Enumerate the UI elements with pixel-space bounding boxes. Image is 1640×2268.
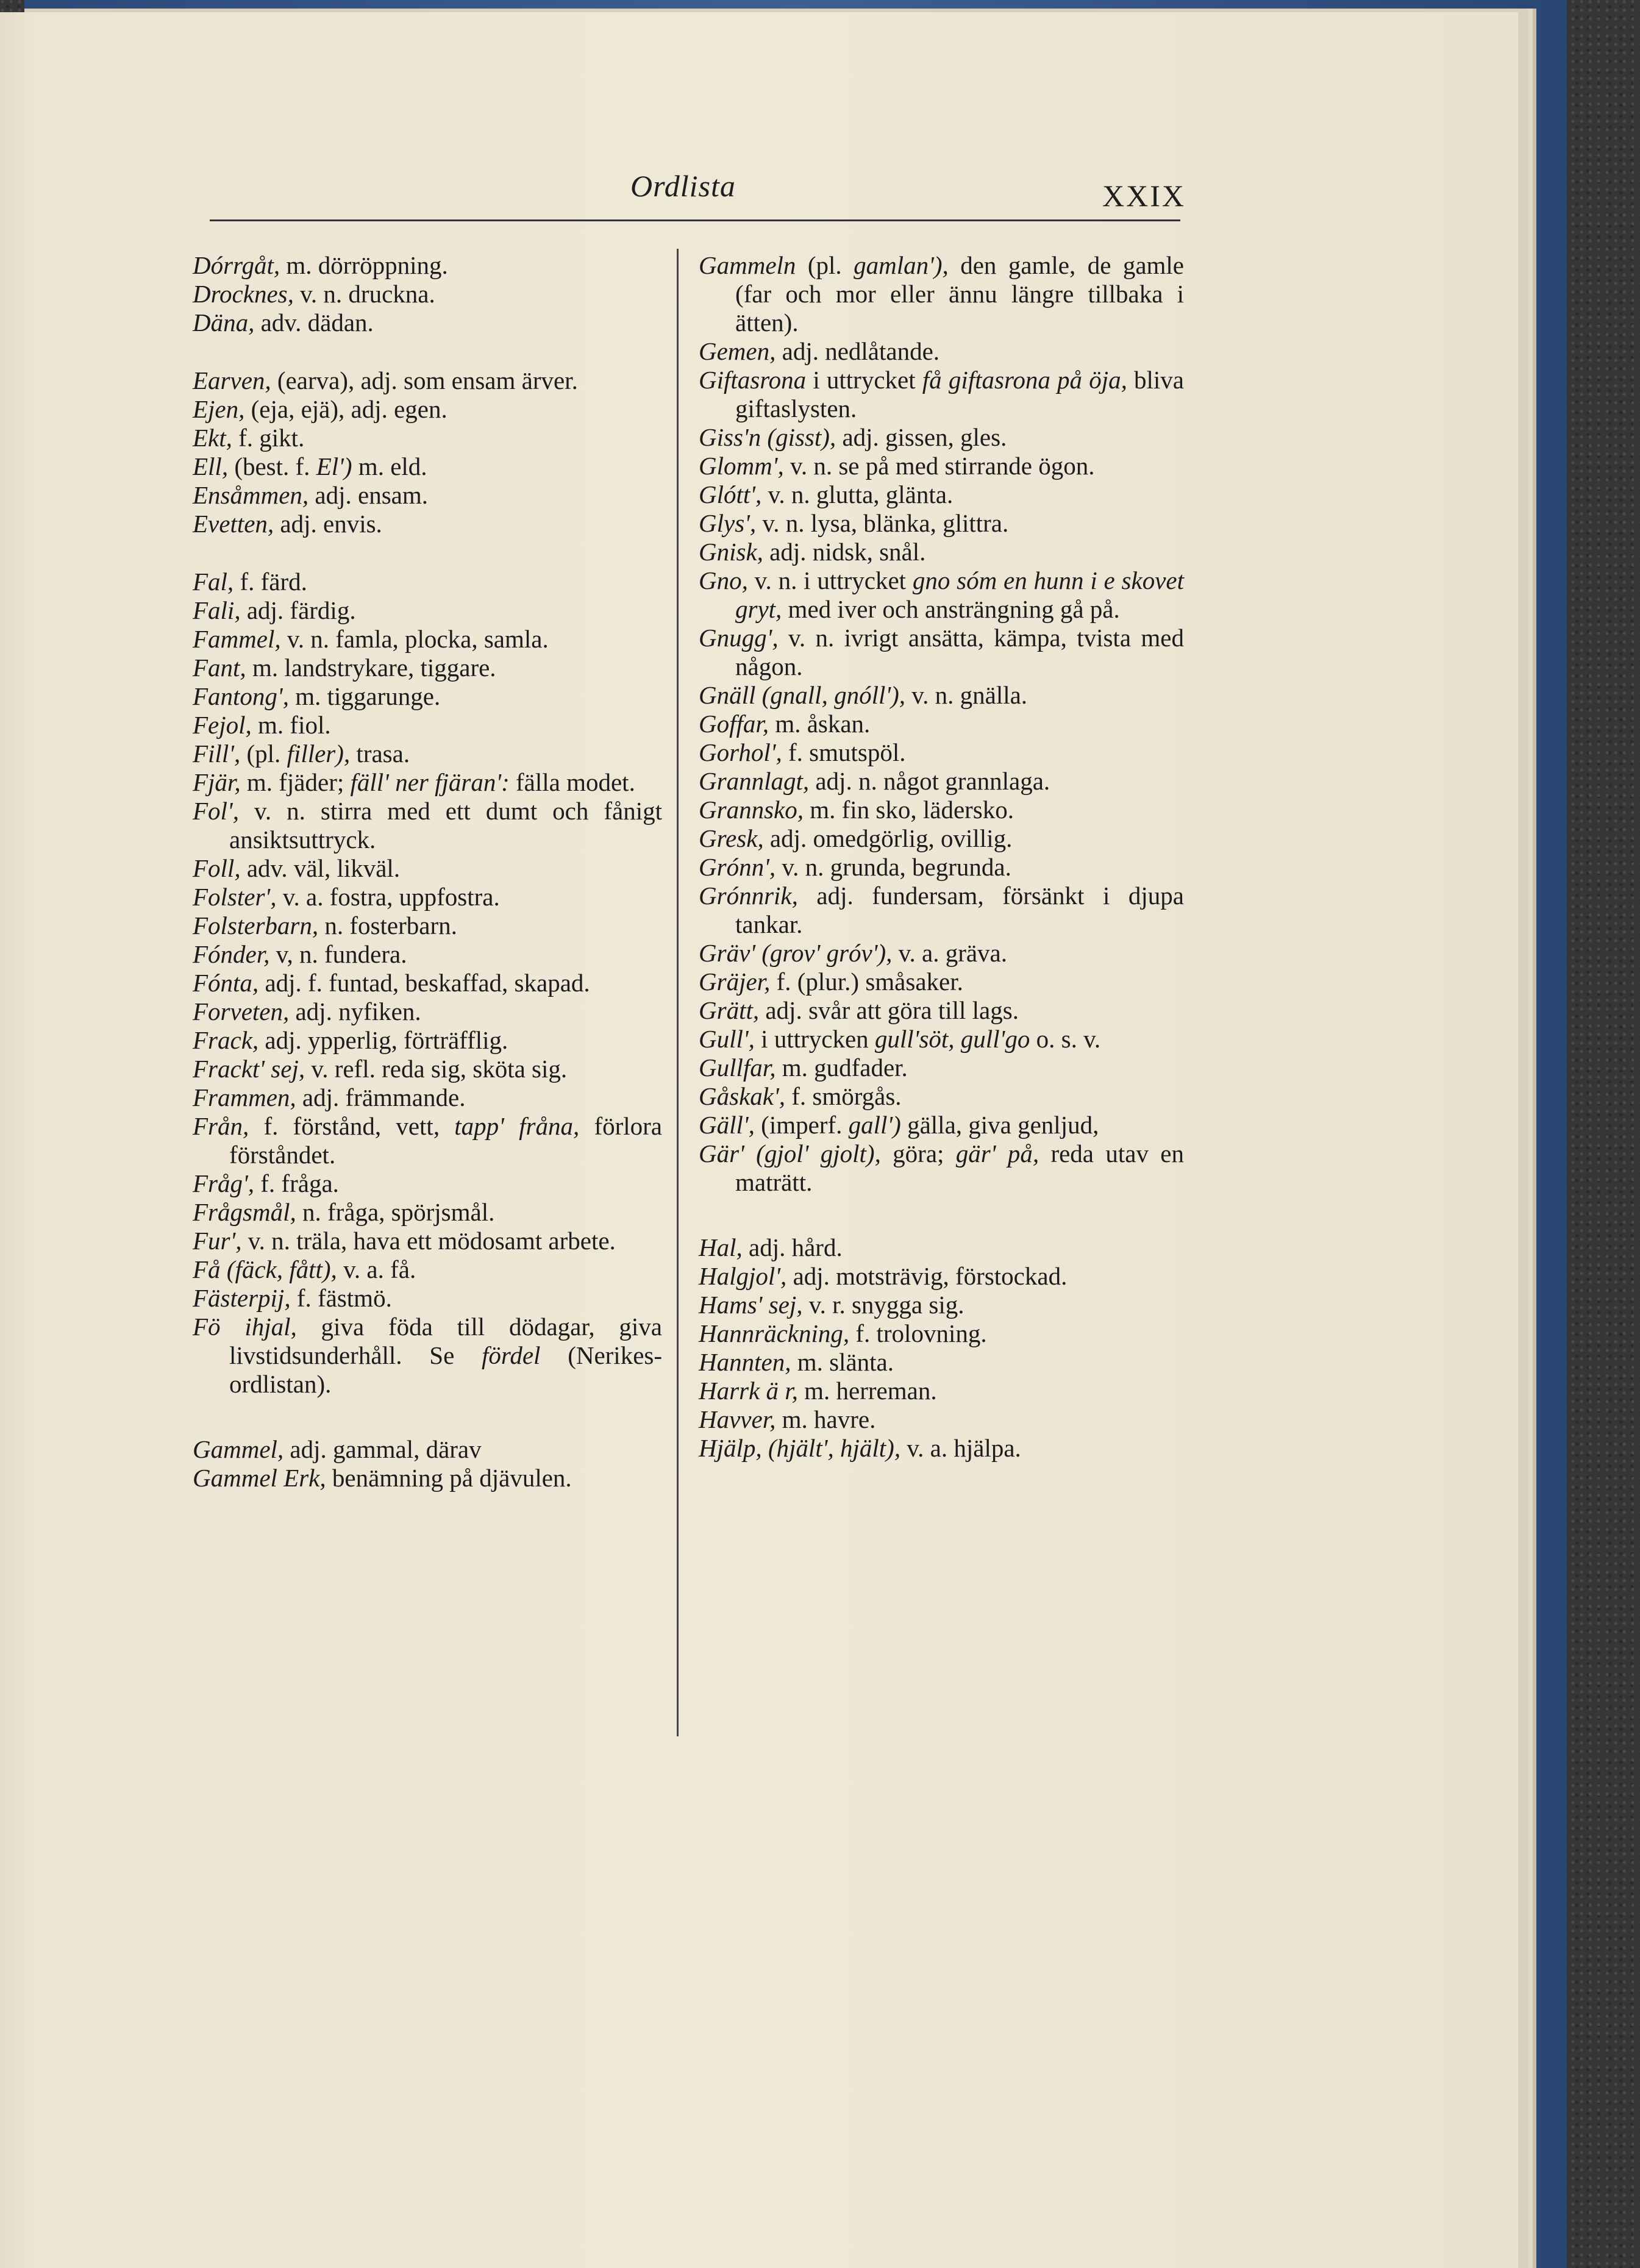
entry-headword: Gär' (gjol' gjolt), — [699, 1139, 881, 1168]
dictionary-entry — [193, 854, 662, 883]
entry-definition: adj. färdig. — [240, 596, 356, 624]
dictionary-entry — [699, 1377, 1184, 1405]
dictionary-entry — [699, 738, 1184, 767]
entry-definition: m. herreman. — [797, 1377, 937, 1405]
entry-headword: filler), — [287, 740, 351, 768]
entry-definition: adj. nidsk, snål. — [763, 538, 926, 566]
entry-definition: f. fästmö. — [290, 1284, 392, 1312]
dictionary-entry — [193, 510, 662, 538]
entry-definition: m. landstrykare, tiggare. — [246, 654, 496, 682]
dictionary-entry — [193, 768, 662, 797]
header-rule — [210, 219, 1180, 221]
entry-headword: Goffar, — [699, 710, 769, 738]
entry-definition: (eja, ejä), adj. egen. — [244, 395, 447, 423]
entry-headword: Fantong', — [193, 682, 289, 710]
entry-definition: f. färd. — [234, 568, 307, 596]
entry-headword: Drocknes, — [193, 280, 294, 308]
entry-headword: Fol', — [193, 797, 239, 825]
entry-headword: Gammel, — [193, 1435, 284, 1463]
entry-headword: Gemen, — [699, 337, 776, 365]
entry-definition: adj. främmande. — [296, 1083, 466, 1111]
entry-definition: m. fiol. — [251, 711, 331, 739]
entry-headword: Grónn', — [699, 853, 776, 881]
entry-headword: Fant, — [193, 654, 246, 682]
entry-headword: gamlan'), — [854, 251, 949, 279]
entry-headword: Fammel, — [193, 625, 281, 653]
entry-definition: adj. nyfiken. — [289, 997, 421, 1025]
entry-definition: (best. f. — [228, 452, 316, 480]
entry-headword: Fjär, — [193, 768, 241, 796]
entry-headword: Fur', — [193, 1227, 242, 1255]
dictionary-entry — [699, 968, 1184, 996]
entry-headword: Fal, — [193, 568, 234, 596]
entry-definition: reda utav en maträtt. — [735, 1139, 1184, 1196]
dictionary-entry — [193, 424, 662, 452]
entry-definition: v. n. grunda, begrunda. — [775, 853, 1011, 881]
entry-definition: f. smutspöl. — [782, 738, 906, 766]
column-divider — [677, 249, 679, 1736]
entry-definition: n. fosterbarn. — [318, 911, 457, 940]
entry-definition: adj. envis. — [274, 510, 382, 538]
entry-headword: Grónnrik, — [699, 882, 798, 910]
entry-headword: fäll' ner fjäran': — [350, 768, 510, 796]
dictionary-entry — [193, 395, 662, 424]
entry-definition: v. n. i uttrycket — [747, 566, 913, 594]
entry-definition: adj. hård. — [742, 1233, 843, 1261]
entry-definition: f. (plur.) småsaker. — [770, 968, 963, 996]
dictionary-entry — [193, 969, 662, 997]
dictionary-entry — [193, 1464, 662, 1492]
entry-definition: n. fråga, spörjsmål. — [296, 1198, 495, 1226]
dictionary-entry — [699, 1262, 1184, 1291]
dictionary-entry — [699, 566, 1184, 624]
dictionary-entry — [699, 480, 1184, 509]
entry-headword: Glótt', — [699, 480, 762, 508]
entry-definition: v. n. träla, hava ett mödosamt arbete. — [241, 1227, 616, 1255]
entry-definition: v. r. snygga sig. — [802, 1291, 964, 1319]
dictionary-entry — [193, 997, 662, 1026]
entry-headword: Gnugg', — [699, 624, 779, 652]
page-number: XXIX — [1102, 179, 1186, 213]
dictionary-entry — [193, 711, 662, 740]
entry-definition: adj. fundersam, försänkt i djupa tankar. — [735, 882, 1184, 938]
dictionary-entry — [193, 654, 662, 682]
dictionary-entry — [699, 681, 1184, 710]
entry-headword: Glys', — [699, 509, 757, 537]
dictionary-entry — [193, 481, 662, 510]
entry-definition: f. gikt. — [232, 424, 305, 452]
entry-headword: Gammeln — [699, 251, 796, 279]
entry-headword: gno sóm en hunn i e skovet gryt, — [735, 566, 1184, 623]
right-column — [699, 251, 1184, 1463]
entry-definition: v. n. famla, plocka, samla. — [280, 625, 549, 653]
entry-definition: m. slänta. — [791, 1348, 894, 1376]
entry-definition: adj. motsträvig, förstockad. — [786, 1262, 1068, 1290]
entry-headword: fördel — [482, 1341, 541, 1369]
dictionary-entry — [193, 1435, 662, 1464]
entry-definition: giva föda till dödagar, giva livstidsunderhåll. Se — [229, 1313, 662, 1369]
dictionary-entry — [193, 1255, 662, 1284]
entry-definition: adv. väl, likväl. — [240, 854, 401, 882]
entry-headword: Gull', — [699, 1025, 755, 1053]
entry-headword: Fónder, — [193, 940, 270, 968]
entry-headword: Gåskak', — [699, 1082, 785, 1110]
entry-definition: v, n. fundera. — [269, 940, 407, 968]
dictionary-entry — [699, 366, 1184, 423]
dictionary-entry — [193, 1313, 662, 1399]
dictionary-entry — [193, 740, 662, 768]
entry-definition: v. n. lysa, blänka, glittra. — [756, 509, 1009, 537]
entry-headword: Frammen, — [193, 1083, 296, 1111]
dictionary-entry — [193, 452, 662, 481]
entry-definition: o. s. v. — [1030, 1025, 1101, 1053]
entry-headword: Ejen, — [193, 395, 245, 423]
dictionary-entry — [193, 308, 662, 337]
dictionary-entry — [193, 280, 662, 308]
entry-headword: Frackt' sej, — [193, 1055, 305, 1083]
dictionary-entry — [193, 940, 662, 969]
entry-headword: Hjälp, (hjält', hjält), — [699, 1434, 901, 1462]
entry-headword: Earven, — [193, 366, 271, 394]
dictionary-entry — [193, 1227, 662, 1255]
dictionary-entry — [699, 509, 1184, 538]
entry-headword: Gnäll (gnall, gnóll'), — [699, 681, 906, 709]
entry-headword: Foll, — [193, 854, 241, 882]
dictionary-entry — [699, 853, 1184, 882]
entry-definition: v. a. fostra, uppfostra. — [276, 883, 500, 911]
dictionary-entry — [699, 251, 1184, 337]
dictionary-entry — [699, 452, 1184, 480]
dictionary-entry — [699, 1348, 1184, 1377]
entry-headword: Ell, — [193, 452, 229, 480]
entry-headword: Dórrgåt, — [193, 251, 280, 279]
dictionary-entry — [699, 1434, 1184, 1463]
entry-headword: Giftasrona — [699, 366, 807, 394]
entry-definition: adv. dädan. — [254, 308, 374, 337]
entry-headword: Hal, — [699, 1233, 743, 1261]
dictionary-entry — [699, 710, 1184, 738]
entry-headword: Folsterbarn, — [193, 911, 319, 940]
entry-definition: m. åskan. — [769, 710, 871, 738]
entry-headword: Gammel Erk, — [193, 1464, 326, 1492]
entry-headword: Fråg', — [193, 1169, 255, 1197]
entry-definition: gälla, giva genljud, — [900, 1111, 1099, 1139]
entry-definition: adj. nedlåtande. — [775, 337, 940, 365]
dictionary-entry — [699, 624, 1184, 681]
dictionary-entry — [699, 1405, 1184, 1434]
entry-definition: v. n. gnälla. — [905, 681, 1028, 709]
entry-headword: Havver, — [699, 1405, 776, 1433]
dictionary-entry — [193, 1198, 662, 1227]
entry-headword: Hannten, — [699, 1348, 791, 1376]
dictionary-entry — [193, 1169, 662, 1198]
entry-headword: Forveten, — [193, 997, 290, 1025]
entry-headword: Fali, — [193, 596, 241, 624]
entry-definition: den gamle, de gamle (far och mor eller ännu längre tillbaka i ätten). — [735, 251, 1184, 337]
entry-headword: Giss'n (gisst), — [699, 423, 836, 451]
entry-definition: adj. ypperlig, förträfflig. — [258, 1026, 508, 1054]
dictionary-entry — [193, 625, 662, 654]
entry-headword: Fónta, — [193, 969, 259, 997]
page-header-title: Ordlista — [630, 169, 736, 203]
dictionary-entry — [193, 1112, 662, 1169]
entry-definition: m. eld. — [352, 452, 427, 480]
entry-headword: Gnisk, — [699, 538, 763, 566]
entry-definition: adj. n. något grannlaga. — [809, 767, 1050, 795]
entry-headword: Glomm', — [699, 452, 784, 480]
dictionary-entry — [699, 337, 1184, 366]
entry-headword: Gorhol', — [699, 738, 782, 766]
entry-definition: v. n. ivrigt ansätta, kämpa, tvista med någon. — [735, 624, 1184, 680]
entry-definition: adj. gissen, gles. — [836, 423, 1007, 451]
entry-definition: adj. omedgörlig, ovillig. — [763, 824, 1013, 852]
entry-definition: adj. f. funtad, beskaffad, skapad. — [258, 969, 590, 997]
entry-definition: f. förstånd, vett, — [249, 1112, 455, 1140]
book-page — [0, 12, 1518, 2268]
entry-definition: v. n. druckna. — [293, 280, 435, 308]
dictionary-entry — [699, 538, 1184, 566]
dictionary-entry — [699, 423, 1184, 452]
entry-headword: gär' på, — [955, 1139, 1039, 1168]
dictionary-entry — [699, 1111, 1184, 1139]
entry-definition: (Nerikes-ordlistan). — [229, 1341, 662, 1398]
entry-definition: m. havre. — [775, 1405, 876, 1433]
entry-definition: göra; — [880, 1139, 956, 1168]
entry-headword: Hannräckning, — [699, 1319, 850, 1347]
entry-headword: Frågsmål, — [193, 1198, 296, 1226]
dictionary-entry — [193, 883, 662, 911]
entry-headword: gull'söt, gull'go — [874, 1025, 1030, 1053]
entry-definition: fälla modet. — [509, 768, 635, 796]
dictionary-entry — [699, 1054, 1184, 1082]
entry-definition: i uttrycket — [806, 366, 922, 394]
entry-headword: Gräjer, — [699, 968, 771, 996]
entry-definition: adj. gammal, därav — [283, 1435, 482, 1463]
entry-definition: f. fråga. — [254, 1169, 339, 1197]
entry-definition: v. a. få. — [337, 1255, 416, 1283]
entry-headword: Gäll', — [699, 1111, 755, 1139]
dictionary-entry — [193, 251, 662, 280]
entry-definition: trasa. — [350, 740, 410, 768]
entry-definition: v. refl. reda sig, sköta sig. — [305, 1055, 568, 1083]
entry-definition: m. fjäder; — [240, 768, 351, 796]
entry-definition: bliva giftaslysten. — [735, 366, 1184, 423]
entry-headword: Halgjol', — [699, 1262, 787, 1290]
entry-definition: (imperf. — [754, 1111, 849, 1139]
entry-headword: Få (fäck, fått), — [193, 1255, 337, 1283]
dictionary-entry — [699, 996, 1184, 1025]
dictionary-entry — [699, 882, 1184, 939]
entry-definition: med iver och ansträngning gå på. — [782, 595, 1120, 623]
dictionary-entry — [699, 1082, 1184, 1111]
entry-headword: få giftasrona på öja, — [922, 366, 1127, 394]
dictionary-entry — [193, 1026, 662, 1055]
entry-definition: v. a. gräva. — [892, 939, 1008, 967]
entry-headword: Fästerpij, — [193, 1284, 291, 1312]
dictionary-entry — [193, 682, 662, 711]
entry-definition: adj. svår att göra till lags. — [759, 996, 1019, 1024]
entry-headword: El') — [316, 452, 352, 480]
entry-definition: (pl. — [240, 740, 287, 768]
entry-definition: v. a. hjälpa. — [900, 1434, 1021, 1462]
entry-headword: Däna, — [193, 308, 255, 337]
dictionary-entry — [699, 1233, 1184, 1262]
entry-headword: Från, — [193, 1112, 249, 1140]
entry-definition: i uttrycken — [754, 1025, 875, 1053]
entry-headword: Grannsko, — [699, 796, 804, 824]
entry-headword: Fill', — [193, 740, 241, 768]
entry-headword: Gresk, — [699, 824, 764, 852]
dictionary-entry — [193, 1284, 662, 1313]
dictionary-entry — [699, 939, 1184, 968]
entry-definition: f. trolovning. — [849, 1319, 987, 1347]
dictionary-entry — [193, 366, 662, 395]
entry-definition: m. dörröppning. — [280, 251, 448, 279]
entry-definition: (earva), adj. som ensam ärver. — [271, 366, 578, 394]
entry-definition: f. smörgås. — [785, 1082, 902, 1110]
entry-headword: Hams' sej, — [699, 1291, 803, 1319]
entry-headword: Gräv' (grov' gróv'), — [699, 939, 893, 967]
entry-headword: Fejol, — [193, 711, 252, 739]
entry-headword: Evetten, — [193, 510, 274, 538]
entry-definition: m. fin sko, lädersko. — [803, 796, 1014, 824]
dictionary-entry — [699, 824, 1184, 853]
dictionary-entry — [699, 1319, 1184, 1348]
dictionary-entry — [193, 911, 662, 940]
dictionary-entry — [699, 1025, 1184, 1054]
dictionary-entry — [699, 1139, 1184, 1197]
entry-definition: v. n. se på med stirrande ögon. — [783, 452, 1095, 480]
entry-headword: Ensåmmen, — [193, 481, 309, 509]
entry-headword: Fö ihjal, — [193, 1313, 297, 1341]
dictionary-entry — [699, 796, 1184, 824]
entry-headword: Grannlagt, — [699, 767, 810, 795]
entry-headword: Harrk ä r, — [699, 1377, 798, 1405]
entry-definition: v. n. glutta, glänta. — [761, 480, 954, 508]
entry-headword: Gullfar, — [699, 1054, 776, 1082]
entry-definition: benämning på djävulen. — [326, 1464, 572, 1492]
dictionary-entry — [699, 1291, 1184, 1319]
dictionary-entry — [193, 568, 662, 596]
entry-definition: (pl. — [796, 251, 854, 279]
dictionary-entry — [193, 1083, 662, 1112]
dictionary-entry — [193, 797, 662, 854]
entry-headword: Ekt, — [193, 424, 232, 452]
entry-definition: m. gudfader. — [775, 1054, 908, 1082]
entry-headword: Folster', — [193, 883, 277, 911]
entry-definition: m. tiggarunge. — [288, 682, 441, 710]
entry-definition: v. n. stirra med ett dumt och fånigt ansiktsuttryck. — [229, 797, 662, 854]
entry-headword: gall') — [848, 1111, 901, 1139]
entry-headword: tapp' fråna, — [454, 1112, 580, 1140]
entry-definition: adj. ensam. — [308, 481, 429, 509]
dictionary-entry — [699, 767, 1184, 796]
dictionary-entry — [193, 596, 662, 625]
dictionary-entry — [193, 1055, 662, 1083]
entry-headword: Grätt, — [699, 996, 760, 1024]
left-column — [193, 251, 662, 1492]
entry-headword: Gno, — [699, 566, 748, 594]
entry-headword: Frack, — [193, 1026, 259, 1054]
entry-definition: förlora förståndet. — [229, 1112, 662, 1169]
